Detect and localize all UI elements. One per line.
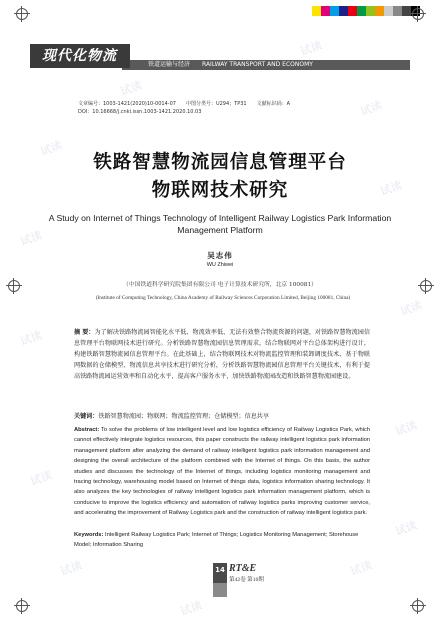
color-swatch [384,6,393,16]
registration-mark-top-left [14,6,30,22]
title-zh-line1: 铁路智慧物流园信息管理平台 [93,152,347,173]
keywords-en [74,530,370,551]
watermark-text: 试读 [28,468,54,489]
journal-issue: 第42卷 第10期 [229,577,264,583]
title-en-line2: Management Platform [177,225,263,235]
keywords-en-text: Intelligent Railway Logistics Park; Internet of Things; Logistics Monitoring Management; Storehouse Model; Information Sharing [74,532,359,549]
watermark-text: 试读 [118,78,144,99]
registration-mark-bottom-left [14,598,30,614]
article-meta [78,100,368,107]
abstract-zh [74,327,370,382]
watermark-text: 试读 [298,38,324,59]
abstract-en-label: Abstract: [74,427,100,433]
document-code: 文献标识码：A [256,101,291,107]
section-header [30,44,410,74]
color-swatch [366,6,375,16]
abstract-zh-text: 为了解决铁路物流园智能化水平低、物流效率低、无法有效整合物流资源的问题，对铁路智慧物流园信息管理平台物联网技术进行研究。分析铁路智慧物流园信息管理需求，结合物联网对平台总体架构进行设计，构建铁路智慧物流园信息管理平台。在此基础上，结合物联网技术对物流监控管理和装卸调度技术、基于物联网数据的仓储模型、物流信息共享技术进行研究分析，分析铁路智慧物流园信息管理平台关键技术，有利于提高铁路物流园运营效率和自动化水平，提高客户服务水平，加快铁路物流园改造和铁路智慧物流园建设。 [74,329,371,380]
abstract-en [74,425,370,519]
color-swatch [339,6,348,16]
page-number [213,563,227,597]
journal-section-bar [122,60,410,70]
keywords-zh-label: 关键词： [74,413,99,420]
journal-footer [229,563,264,583]
keywords-en-label: Keywords: [74,532,104,538]
author-name-zh: 吴志伟 [207,251,233,260]
title-zh-line2: 物联网技术研究 [151,180,289,201]
color-calibration-bar [312,6,420,16]
watermark-text: 试读 [398,298,424,319]
color-swatch [321,6,330,16]
color-swatch [393,6,402,16]
watermark-text: 试读 [18,328,44,349]
page-number-text: 14 [215,566,225,574]
color-swatch [357,6,366,16]
affiliation-zh: （中国铁道科学研究院集团有限公司 电子计算技术研究所，北京 100081） [123,282,317,288]
watermark-text: 试读 [393,418,419,439]
journal-name-zh: 铁道运输与经济 [148,61,191,68]
watermark-text: 试读 [393,518,419,539]
abstract-zh-label: 摘 要： [74,329,95,336]
title-en-line1: A Study on Internet of Things Technology of Intelligent Railway Logistics Park Information [48,213,392,223]
registration-mark-top-right [410,6,426,22]
abstract-en-text: To solve the problems of low intelligent level and low logistics efficiency of Railway Logistics Park, which cannot effectively integrate logistics resources, this paper constructs the railway intelligent logistics park information management platform after analyzing the demand of railway intelligent logistics park information management and designing the overall architecture of the platform combined with the Internet of things. On this basis, the author studies and discusses the technology of the Internet of things, including logistics monitoring management and tracing technology, warehousing model based on Internet of things data, logistics information sharing technology. It also analyzes the key technologies of railway intelligent logistics park information management platform, which is conducive to improve the logistics efficiency and automation of railway logistics parks improving customer service, and accelerating the improvement of Railway Logistics park and the construction of railway intelligent logistics park. [74,427,370,517]
doi: DOI：10.16668/j.cnki.issn.1003-1421.2020.10.03 [78,109,202,115]
color-swatch [312,6,321,16]
author-name-en: WU Zhiwei [206,262,234,268]
column-title: 现代化物流 [30,44,130,68]
watermark-text: 试读 [58,558,84,579]
journal-name-en: RAILWAY TRANSPORT AND ECONOMY [202,61,313,68]
watermark-text: 试读 [18,228,44,249]
journal-logo: RT&E [229,563,257,574]
keywords-zh [74,412,370,422]
color-swatch [330,6,339,16]
color-swatch [348,6,357,16]
watermark-text: 试读 [378,178,404,199]
registration-mark-bottom-right [410,598,426,614]
keywords-zh-text: 铁路智慧物流园；物联网；物流监控管理；仓储模型；信息共享 [98,413,269,420]
clc-number: 中图分类号：U294；TP31 [185,101,247,107]
affiliation-en: (Institute of Computing Technology, China Academy of Railway Sciences Corporation Limited, Beijing 100081, China) [95,295,351,301]
watermark-text: 试读 [38,138,64,159]
page-number-tab [213,583,227,597]
watermark-text: 试读 [178,598,204,619]
watermark-text: 试读 [348,558,374,579]
color-swatch [375,6,384,16]
article-number: 文章编号：1003-1421(2020)10-0014-07 [78,101,176,107]
watermark-text: 试读 [358,98,384,119]
